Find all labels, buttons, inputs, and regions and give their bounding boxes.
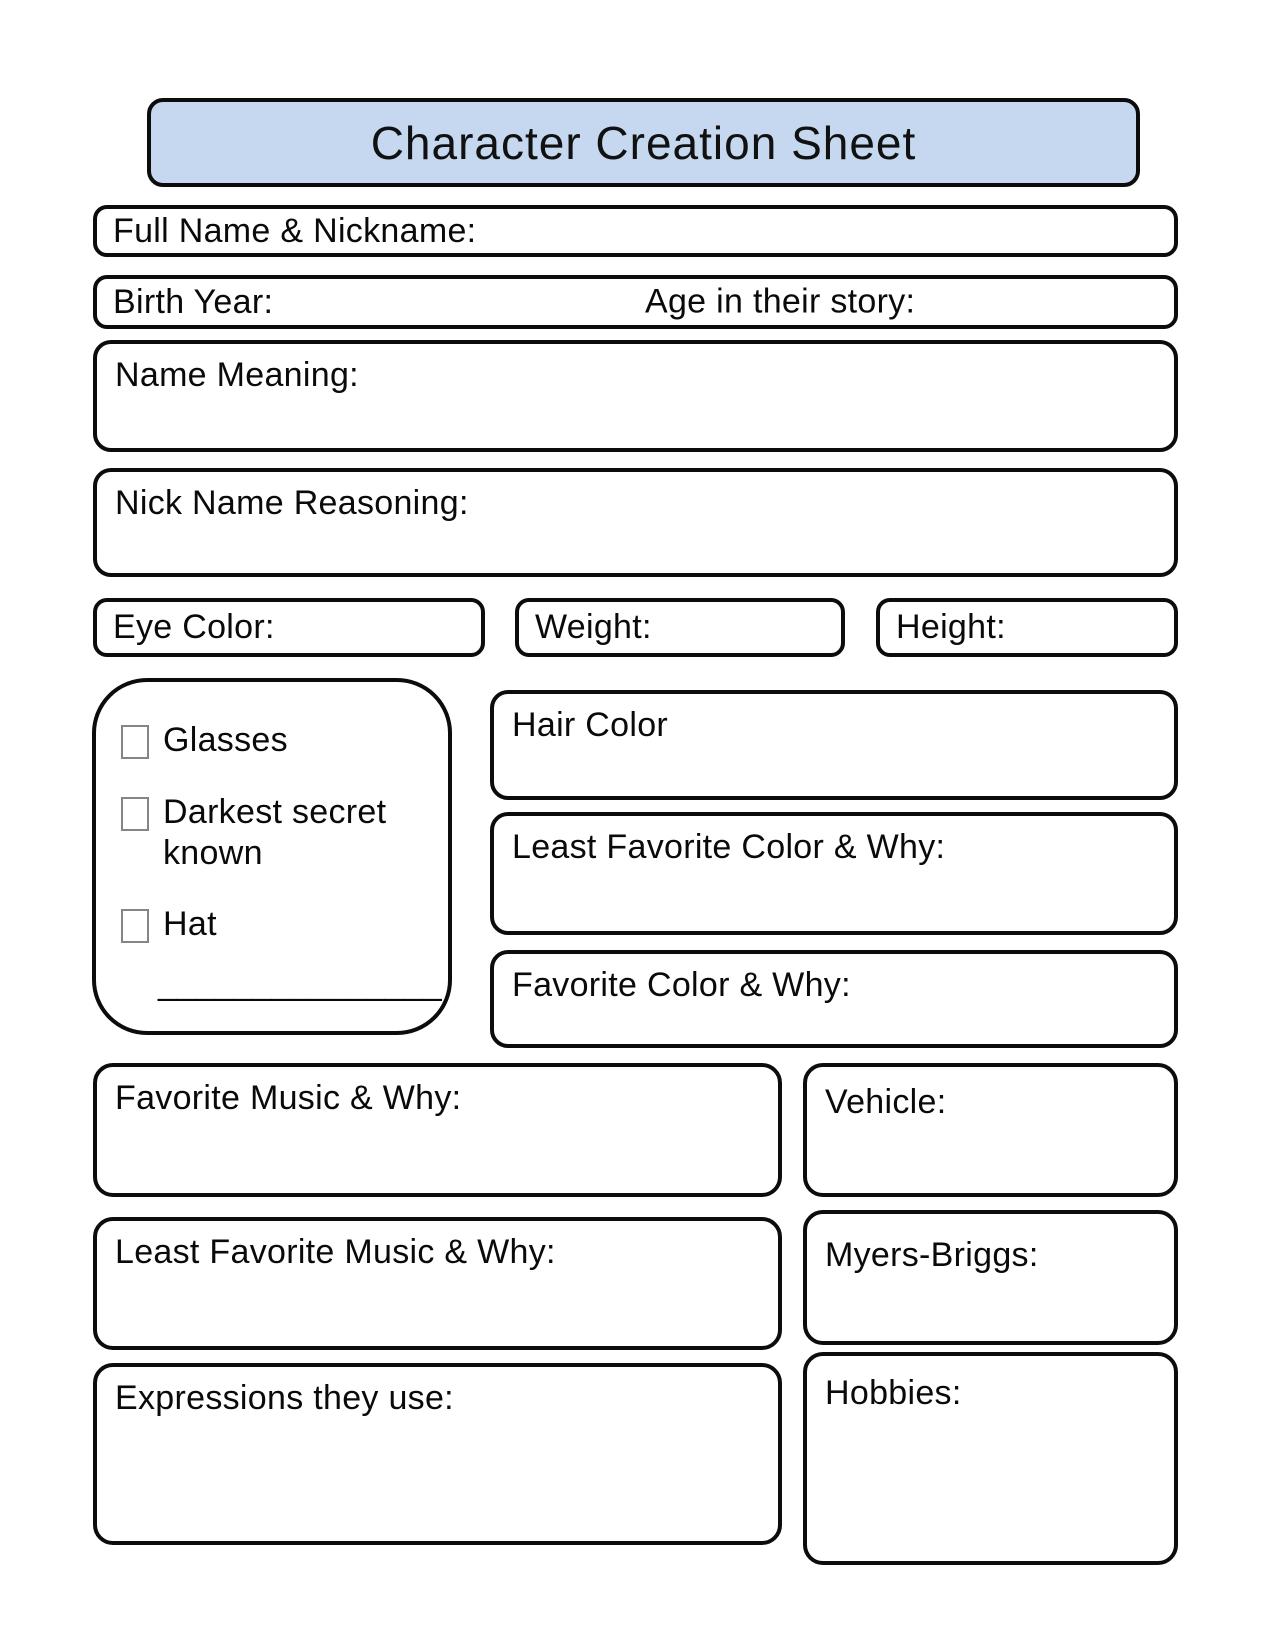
hat-checkbox[interactable] xyxy=(121,909,149,943)
checklist-item-darkest-secret xyxy=(121,792,443,875)
hair-color-field[interactable] xyxy=(490,690,1178,800)
checklist-item-glasses xyxy=(121,720,443,761)
nickname-reasoning-label: Nick Name Reasoning: xyxy=(115,484,469,522)
least-favorite-color-label: Least Favorite Color & Why: xyxy=(512,828,946,866)
favorite-color-label: Favorite Color & Why: xyxy=(512,966,851,1004)
name-meaning-label: Name Meaning: xyxy=(115,356,359,394)
least-favorite-music-field[interactable] xyxy=(93,1217,782,1350)
blank-fill-in-line[interactable]: _______________ xyxy=(158,964,442,1002)
myers-briggs-label: Myers-Briggs: xyxy=(825,1236,1039,1274)
hobbies-field[interactable] xyxy=(803,1352,1178,1565)
least-favorite-color-field[interactable] xyxy=(490,812,1178,935)
birth-year-field[interactable] xyxy=(93,275,1178,329)
expressions-label: Expressions they use: xyxy=(115,1379,454,1417)
birth-year-label: Birth Year: xyxy=(113,282,274,321)
glasses-checkbox[interactable] xyxy=(121,725,149,759)
age-in-story-label: Age in their story: xyxy=(645,282,916,321)
page-title: Character Creation Sheet xyxy=(370,116,917,169)
least-favorite-music-label: Least Favorite Music & Why: xyxy=(115,1233,556,1271)
nickname-reasoning-field[interactable] xyxy=(93,468,1178,577)
height-field[interactable] xyxy=(876,598,1178,657)
favorite-music-label: Favorite Music & Why: xyxy=(115,1079,462,1117)
expressions-field[interactable] xyxy=(93,1363,782,1545)
eye-color-field[interactable] xyxy=(93,598,485,657)
glasses-label: Glasses xyxy=(163,721,288,759)
hair-color-label: Hair Color xyxy=(512,706,669,744)
full-name-field[interactable] xyxy=(93,205,1178,257)
darkest-secret-label: Darkest secret known xyxy=(163,793,387,873)
darkest-secret-checkbox[interactable] xyxy=(121,797,149,831)
weight-label: Weight: xyxy=(535,608,652,646)
weight-field[interactable] xyxy=(515,598,845,657)
vehicle-label: Vehicle: xyxy=(825,1083,947,1121)
myers-briggs-field[interactable] xyxy=(803,1210,1178,1345)
name-meaning-field[interactable] xyxy=(93,340,1178,452)
checklist-item-hat xyxy=(121,904,443,945)
eye-color-label: Eye Color: xyxy=(113,608,275,646)
vehicle-field[interactable] xyxy=(803,1063,1178,1197)
height-label: Height: xyxy=(896,608,1006,646)
hat-label: Hat xyxy=(163,905,217,943)
favorite-music-field[interactable] xyxy=(93,1063,782,1197)
hobbies-label: Hobbies: xyxy=(825,1374,962,1412)
favorite-color-field[interactable] xyxy=(490,950,1178,1048)
title-banner xyxy=(147,98,1140,187)
full-name-label: Full Name & Nickname: xyxy=(113,211,477,250)
traits-checklist-panel xyxy=(92,678,452,1035)
